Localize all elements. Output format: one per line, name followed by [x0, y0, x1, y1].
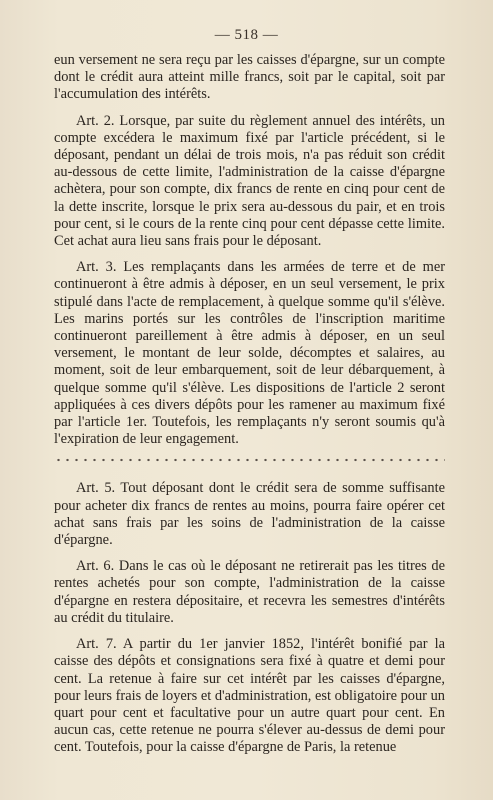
paragraph-article-3: Art. 3. Les remplaçants dans les armées de terre et de mer continueront à être admis à déposer, en un seul versement, le prix stipulé dans l'acte de remplacement, à quelque somme qu'il s'élève. Les marins portés sur les contrôles de l'inscription maritime continueront pareillement à être admis à déposer, en un seul versement, le montant de leur solde, décomptes et salaires, au moment, soit de leur embarquement, soit de leur débarquement, à quelque somme qu'il s'élève. Les dispositions de l'article 2 seront appliquées à ces divers dépôts pour les ramener au maximum fixé par l'article 1er. Toutefois, les remplaçants n'y seront soumis qu'à l'expiration de leur engagement.	[54, 259, 445, 448]
paragraph-continuation: eun versement ne sera reçu par les caisses d'épargne, sur un compte dont le crédit aura atteint mille francs, soit par le capital, soit par l'accumulation des intérêts.	[54, 52, 445, 103]
paragraph-article-5: Art. 5. Tout déposant dont le crédit sera de somme suffisante pour acheter dix francs de rentes au moins, pourra faire opérer cet achat sans frais par les soins de l'administration de la caisse d'épargne.	[54, 480, 445, 549]
page-number: — 518 —	[214, 27, 279, 43]
body-text	[54, 52, 445, 766]
paragraph-article-2: Art. 2. Lorsque, par suite du règlement annuel des intérêts, un compte excédera le maximum fixé par l'article précédent, si le déposant, pendant un délai de trois mois, n'a pas réduit son crédit au-dessous de cette limite, l'administration de la caisse d'épargne achètera, pour son compte, dix francs de rente en cinq pour cent de la dette inscrite, lorsque le prix sera au-dessous du pair, et en trois pour cent, si le cours de la rente cinq pour cent dépasse cette limite. Cet achat aura lieu sans frais pour le déposant.	[54, 112, 445, 250]
paragraph-article-6: Art. 6. Dans le cas où le déposant ne retirerait pas les titres de rentes achetés pour son compte, l'administration de la caisse d'épargne en restera dépositaire, et recevra les semestres d'intérêts au crédit du titulaire.	[54, 558, 445, 626]
paragraph-article-7: Art. 7. A partir du 1er janvier 1852, l'intérêt bonifié par la caisse des dépôts et consignations sera fixé à quatre et demi pour cent. La retenue à faire sur cet intérêt par les caisses d'épargne, pour leurs frais de loyers et d'administration, est obligatoire pour un quart pour cent et facultative pour un autre quart pour cent. En aucun cas, cette retenue ne pourra s'élever au-dessus de demi pour cent. Toutefois, pour la caisse d'épargne de Paris, la retenue	[54, 636, 445, 756]
dotted-separator	[54, 458, 445, 462]
